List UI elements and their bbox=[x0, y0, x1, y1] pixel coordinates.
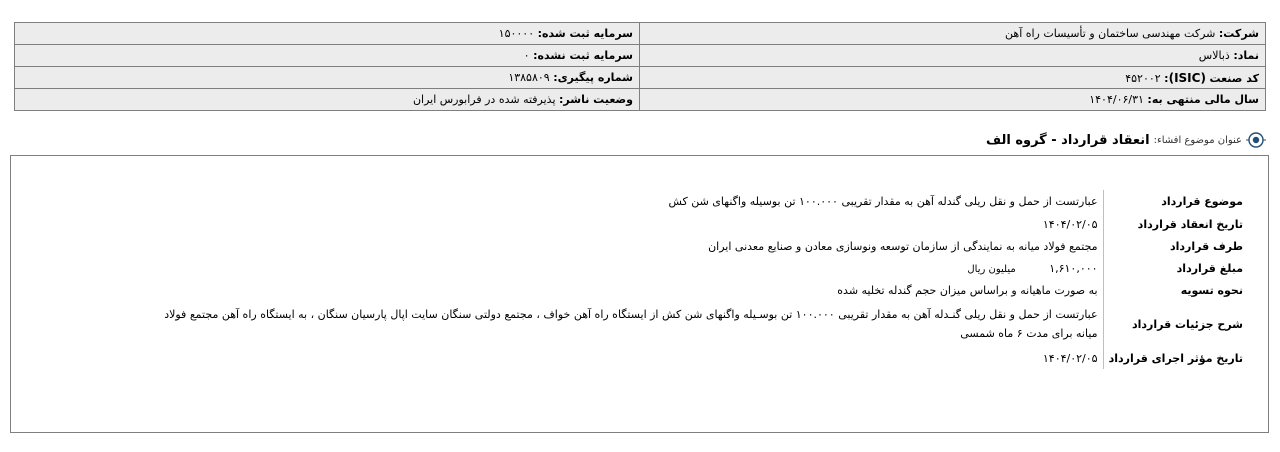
header-info-table bbox=[14, 22, 1266, 111]
date-value: ۱۴۰۴/۰۲/۰۵ bbox=[1042, 217, 1098, 231]
topic-value: عبارتست از حمل و نقل ریلی گندله آهن به مقدار تقریبی ۱۰۰.۰۰۰ تن بوسیله واگنهای شن کش bbox=[668, 195, 1098, 208]
fiscal-year-value: ۱۴۰۴/۰۶/۳۱ bbox=[1089, 93, 1144, 106]
date-label: تاریخ انعقاد قرارداد bbox=[1103, 213, 1243, 235]
detail-row bbox=[148, 213, 1243, 235]
disclosure-subject bbox=[986, 130, 1266, 150]
industry-code-isic: (ISIC) bbox=[1168, 70, 1206, 85]
party-label: طرف قرارداد bbox=[1103, 235, 1243, 257]
tracking-value: ۱۳۸۵۸۰۹ bbox=[508, 71, 550, 84]
detail-row bbox=[148, 279, 1243, 301]
company-label: شرکت: bbox=[1218, 27, 1259, 40]
description-label: شرح جزئیات قرارداد bbox=[1103, 301, 1243, 347]
contract-details-panel bbox=[10, 155, 1269, 433]
header-row bbox=[15, 89, 1266, 111]
amount-value: ۱,۶۱۰,۰۰۰ bbox=[1049, 261, 1098, 275]
settlement-value: به صورت ماهیانه و براساس میزان حجم گندله تخلیه شده bbox=[837, 283, 1098, 297]
effective-date-label: تاریخ مؤثر اجرای قرارداد bbox=[1103, 347, 1243, 369]
industry-code-cell bbox=[640, 67, 1266, 89]
registered-capital-value: ۱۵۰۰۰۰ bbox=[498, 27, 535, 40]
subject-label: عنوان موضوع افشاء: bbox=[1153, 134, 1242, 146]
industry-code-value: ۴۵۲۰۰۲ bbox=[1125, 71, 1161, 85]
company-cell bbox=[640, 23, 1266, 45]
amount-cell bbox=[148, 257, 1104, 279]
detail-row bbox=[148, 347, 1243, 369]
description-value: عبارتست از حمل و نقل ریلی گنـدله آهن به مقدار تقریبی ۱۰۰.۰۰۰ تن بوسـیله واگنهای شن کش از ایستگاه راه آهن خواف ، مجتمع دولتی سنگان سایت اپال پارسیان سنگان ، به ایستگاه راه آهن مجتمع فولاد میانه برای مدت ۶ ماه شمسی bbox=[164, 308, 1098, 340]
detail-row bbox=[148, 190, 1243, 213]
header-row bbox=[15, 67, 1266, 89]
party-value: مجتمع فولاد میانه به نمایندگی از سازمان توسعه ونوسازی معادن و صنایع معدنی ایران bbox=[708, 239, 1098, 253]
symbol-label: نماد: bbox=[1233, 49, 1259, 62]
publisher-status-value: پذیرفته شده در فرابورس ایران bbox=[412, 93, 556, 106]
detail-row bbox=[148, 235, 1243, 257]
header-row bbox=[15, 23, 1266, 45]
unregistered-capital-cell bbox=[15, 45, 640, 67]
subject-title: انعقاد قرارداد - گروه الف bbox=[985, 132, 1150, 148]
registered-capital-cell bbox=[15, 23, 640, 45]
tracking-label: شماره پیگیری: bbox=[553, 71, 633, 84]
unregistered-capital-label: سرمایه ثبت نشده: bbox=[533, 49, 633, 62]
publisher-status-cell bbox=[15, 89, 640, 111]
topic-label: موضوع قرارداد bbox=[1103, 190, 1243, 213]
publisher-status-label: وضعیت ناشر: bbox=[559, 93, 633, 106]
fiscal-year-cell bbox=[640, 89, 1266, 111]
detail-row bbox=[148, 301, 1243, 347]
industry-code-colon: : bbox=[1164, 71, 1169, 85]
amount-unit: میلیون ریال bbox=[967, 263, 1016, 275]
header-row bbox=[15, 45, 1266, 67]
fiscal-year-label: سال مالی منتهی به: bbox=[1147, 93, 1259, 106]
industry-code-label: کد صنعت bbox=[1209, 71, 1259, 85]
company-value: شرکت مهندسی ساختمان و تأسیسات راه آهن bbox=[1005, 27, 1216, 40]
amount-label: مبلغ قرارداد bbox=[1103, 257, 1243, 279]
detail-row bbox=[148, 257, 1243, 279]
effective-date-value: ۱۴۰۴/۰۲/۰۵ bbox=[1042, 351, 1098, 365]
symbol-value: ذبالاس bbox=[1198, 49, 1230, 62]
settlement-label: نحوه تسویه bbox=[1103, 279, 1243, 301]
tracking-cell bbox=[15, 67, 640, 89]
contract-details-table bbox=[148, 190, 1243, 369]
registered-capital-label: سرمایه ثبت شده: bbox=[537, 27, 633, 40]
unregistered-capital-value: ۰ bbox=[523, 49, 530, 62]
symbol-cell bbox=[640, 45, 1266, 67]
target-icon bbox=[1246, 130, 1266, 150]
